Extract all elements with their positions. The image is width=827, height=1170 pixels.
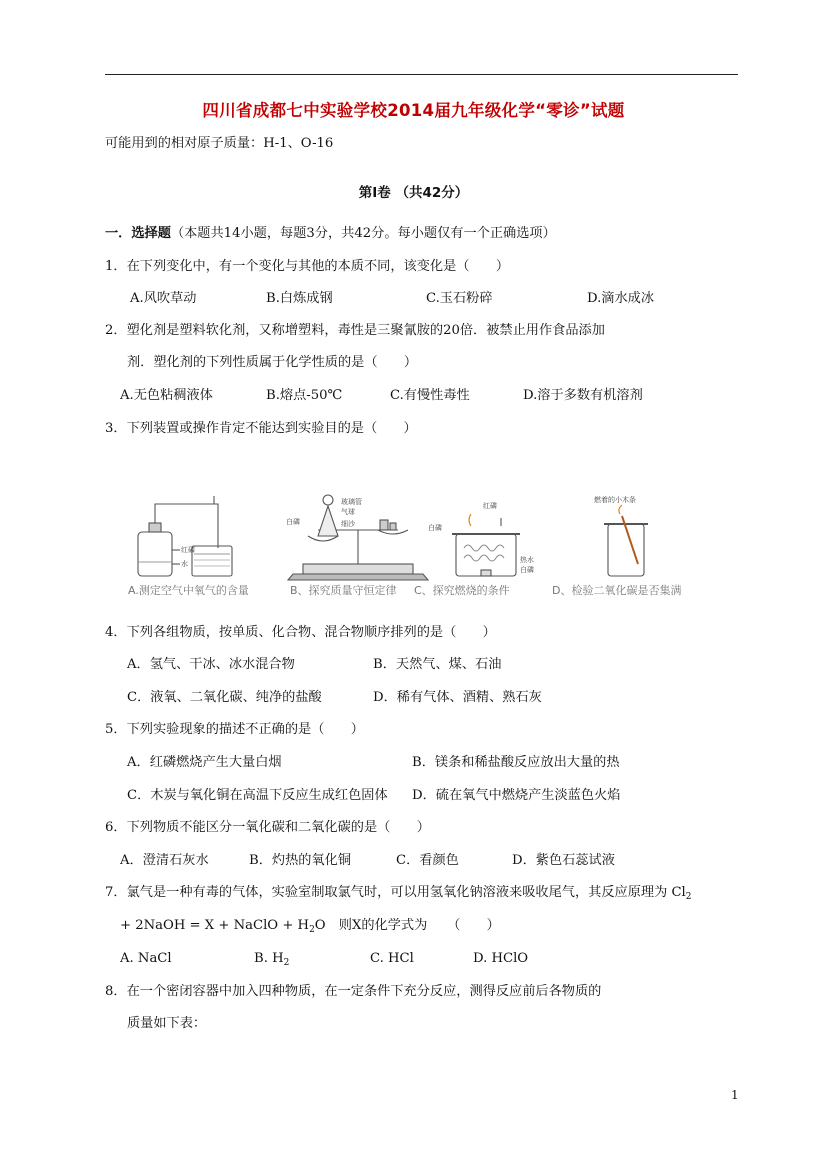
label-white-phosphorus-c2: 白磷 <box>520 566 534 574</box>
apparatus-c <box>452 514 520 576</box>
section-heading: 第Ⅰ卷 （共42分） <box>358 185 469 201</box>
q1-option-b: B.白炼成钢 <box>266 291 333 306</box>
part1-note: （本题共14小题，每题3分，共42分。每小题仅有一个正确选项） <box>170 226 556 241</box>
q1-option-a: A.风吹草动 <box>130 291 197 306</box>
part1-heading-line <box>105 225 556 243</box>
label-balloon: 气球 <box>341 508 355 516</box>
caption-d: D、检验二氧化碳是否集满 <box>552 584 682 597</box>
atomic-mass-note: 可能用到的相对原子质量：H-1、O-16 <box>105 136 334 151</box>
q2-option-d: D.溶于多数有机溶剂 <box>523 388 643 403</box>
q6-option-b: B．灼热的氧化铜 <box>249 853 352 868</box>
q7-option-c: C. HCl <box>370 951 414 966</box>
q2-option-c: C.有慢性毒性 <box>390 388 470 403</box>
q6-option-c: C．看颜色 <box>396 853 459 868</box>
q6-stem: 6．下列物质不能区分一氧化碳和二氧化碳的是（ ） <box>105 820 430 835</box>
q1-stem: 1．在下列变化中，有一个变化与其他的本质不同，该变化是（ ） <box>105 259 510 274</box>
q7-option-b-text: B. H <box>254 951 284 966</box>
label-hot-water: 热水 <box>520 556 534 564</box>
label-sand: 细沙 <box>341 520 355 528</box>
label-burning-stick: 燃着的小木条 <box>594 496 636 504</box>
q4-stem: 4．下列各组物质，按单质、化合物、混合物顺序排列的是（ ） <box>105 625 496 640</box>
q5-option-c: C．木炭与氧化铜在高温下反应生成红色固体 <box>127 788 388 803</box>
apparatus-b <box>288 495 428 580</box>
page-title: 四川省成都七中实验学校2014届九年级化学“零诊”试题 <box>202 101 625 120</box>
q3-apparatus-figure <box>128 490 730 602</box>
q2-option-b: B.熔点-50℃ <box>266 388 343 403</box>
q7-option-b-sub: 2 <box>283 958 290 968</box>
q4-option-b: B．天然气、煤、石油 <box>373 657 502 672</box>
q2-option-a: A.无色粘稠液体 <box>120 388 213 403</box>
q5-stem: 5．下列实验现象的描述不正确的是（ ） <box>105 722 364 737</box>
q4-option-a: A．氢气、干冰、冰水混合物 <box>127 657 295 672</box>
apparatus-d <box>604 505 648 576</box>
page-number: 1 <box>731 1088 739 1102</box>
q6-option-d: D．紫色石蕊试液 <box>512 853 615 868</box>
caption-a: A.测定空气中氧气的含量 <box>128 584 249 597</box>
q7-stem-line1 <box>105 884 692 902</box>
q7-option-d: D. HClO <box>473 951 529 966</box>
q2-stem-line1: 2．塑化剂是塑料软化剂，又称增塑料，毒性是三聚氰胺的20倍．被禁止用作食品添加 <box>105 323 605 338</box>
label-red-phosphorus-c: 红磷 <box>483 502 497 510</box>
q6-option-a: A．澄清石灰水 <box>120 853 209 868</box>
q1-option-d: D.滴水成冰 <box>587 291 655 306</box>
q8-stem-line2: 质量如下表： <box>127 1016 207 1031</box>
q3-stem: 3．下列装置或操作肯定不能达到实验目的是（ ） <box>105 421 417 436</box>
q8-stem-line1: 8．在一个密闭容器中加入四种物质，在一定条件下充分反应，测得反应前后各物质的 <box>105 984 602 999</box>
q7-stem-text1: 7．氯气是一种有毒的气体，实验室制取氯气时，可以用氢氧化钠溶液来吸收尾气，其反应原理为 Cl <box>105 885 686 900</box>
q7-stem-line2 <box>120 917 500 935</box>
caption-b: B、探究质量守恒定律 <box>290 584 397 597</box>
q7-sub-1: 2 <box>685 892 692 902</box>
q4-option-d: D．稀有气体、酒精、熟石灰 <box>373 690 542 705</box>
part1-heading: 一．选择题 <box>105 226 171 241</box>
q7-option-a: A. NaCl <box>120 951 172 966</box>
q2-stem-line2: 剂．塑化剂的下列性质属于化学性质的是（ ） <box>127 355 418 370</box>
q1-option-c: C.玉石粉碎 <box>426 291 493 306</box>
label-white-phosphorus-c: 白磷 <box>428 524 442 532</box>
label-water-a: 水 <box>181 560 188 568</box>
q5-option-b: B．镁条和稀盐酸反应放出大量的热 <box>412 755 620 770</box>
q7-stem-text2a: + 2NaOH = X + NaClO + H <box>120 918 310 933</box>
q5-option-d: D．硫在氧气中燃烧产生淡蓝色火焰 <box>412 788 621 803</box>
q4-option-c: C．液氧、二氧化碳、纯净的盐酸 <box>127 690 322 705</box>
q7-stem-text2b: O 则X的化学式为 （ ） <box>314 918 500 933</box>
q5-option-a: A．红磷燃烧产生大量白烟 <box>127 755 282 770</box>
label-glass-tube: 玻璃管 <box>341 498 362 506</box>
q7-option-b <box>254 950 289 968</box>
q7-sub-2: 2 <box>309 925 315 935</box>
label-red-phosphorus-a: 红磷 <box>181 546 195 554</box>
label-white-phosphorus-b: 白磷 <box>286 518 300 526</box>
caption-c: C、探究燃烧的条件 <box>414 584 510 597</box>
header-rule <box>105 74 738 75</box>
